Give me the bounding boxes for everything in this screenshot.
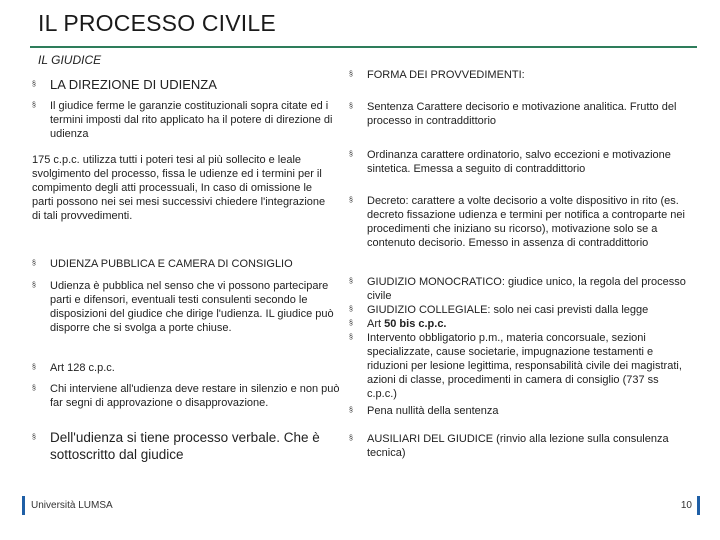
right-item-collegiale-text: GIUDIZIO COLLEGIALE: solo nei casi previsti dalla legge: [367, 304, 649, 316]
right-item-decreto-text: Decreto: carattere a volte decisorio a volte dispositivo in rito (es. decreto fissazione udienza e termini per notifica a controparte nei procedimenti che iniziano su ricorso), motivazione solo se a contenuto decisorio. Emesso in assenza di contraddittorio: [367, 195, 685, 249]
right-heading-forma-text: FORMA DEI PROVVEDIMENTI:: [367, 69, 525, 81]
right-item-decreto: [349, 194, 689, 250]
page-number-bar: [697, 496, 700, 515]
bullet-icon: §: [349, 435, 353, 442]
page-number: 10: [680, 500, 692, 511]
title-divider: [30, 46, 697, 48]
right-item-sentenza: [349, 100, 687, 128]
bullet-icon: §: [349, 320, 353, 327]
bullet-icon: §: [349, 197, 353, 204]
right-item-ordinanza-text: Ordinanza carattere ordinatorio, salvo eccezioni e motivazione sintetica. Emessa a seguito di contraddittorio: [367, 149, 671, 175]
footer-institution: Università LUMSA: [31, 500, 113, 511]
left-item-silenzio-text: Chi interviene all'udienza deve restare in silenzio e non può far segni di approvazione o disapprovazione.: [50, 383, 340, 409]
right-item-nullita: [349, 404, 689, 418]
left-item-garanzie-text: Il giudice ferme le garanzie costituzionali sopra citate ed i termini imposti dal rito applicato ha il potere di direzione di udienza: [50, 100, 333, 140]
right-item-art50bis-bold: 50 bis c.p.c.: [384, 318, 447, 330]
bullet-icon: §: [32, 81, 36, 88]
left-item-art128: [32, 361, 350, 375]
bullet-icon: §: [32, 434, 36, 441]
left-item-verbale: [32, 429, 355, 463]
right-item-ausiliari: [349, 432, 689, 460]
left-heading-direzione-text: LA DIREZIONE DI UDIENZA: [50, 77, 217, 92]
bullet-icon: §: [349, 407, 353, 414]
left-heading-udienza-text: UDIENZA PUBBLICA E CAMERA DI CONSIGLIO: [50, 258, 293, 270]
left-paragraph-175: 175 c.p.c. utilizza tutti i poteri tesi al più sollecito e leale svolgimento del processo, fissa le udienze ed i termini per il compimento degli atti processuali, In caso di omissione le parti possono nei sei mesi successivi chiedere l'integrazione di tali provvedimenti.: [32, 154, 326, 222]
right-item-monocratico-text: GIUDIZIO MONOCRATICO: giudice unico, la regola del processo civile: [367, 276, 686, 302]
bullet-icon: §: [32, 260, 36, 267]
bullet-icon: §: [349, 103, 353, 110]
left-heading-udienza: [32, 257, 350, 271]
bullet-icon: §: [32, 385, 36, 392]
footer-accent-bar: [22, 496, 25, 515]
left-item-pubblica: [32, 279, 352, 335]
left-item-art128-text: Art 128 c.p.c.: [50, 362, 115, 374]
right-item-intervento-pm-text: Intervento obbligatorio p.m., materia concorsuale, sezioni specializzate, cause societarie, impugnazione testamenti e riduzioni per lesione legittima, responsabilità civile dei magistrati, azioni di classe, procedimenti in camera di consiglio (737 ss c.p.c.): [367, 332, 682, 400]
right-item-sentenza-text: Sentenza Carattere decisorio e motivazione analitica. Frutto del processo in contraddittorio: [367, 101, 677, 127]
left-item-garanzie: [32, 99, 352, 141]
right-item-art50bis: [349, 317, 689, 331]
right-item-nullita-text: Pena nullità della sentenza: [367, 405, 499, 417]
right-item-ausiliari-text: AUSILIARI DEL GIUDICE (rinvio alla lezione sulla consulenza tecnica): [367, 433, 669, 459]
left-item-silenzio: [32, 382, 350, 410]
bullet-icon: §: [349, 71, 353, 78]
right-item-intervento-pm: [349, 331, 689, 401]
bullet-icon: §: [349, 334, 353, 341]
right-heading-forma: [349, 68, 697, 82]
right-item-monocratico: [349, 275, 689, 303]
left-heading-direzione: [32, 77, 350, 93]
right-item-collegiale: [349, 303, 697, 317]
right-item-art50bis-prefix: Art: [367, 318, 385, 330]
left-item-verbale-text: Dell'udienza si tiene processo verbale. Che è sottoscritto dal giudice: [50, 430, 320, 462]
bullet-icon: §: [32, 282, 36, 289]
slide-subtitle: IL GIUDICE: [38, 53, 102, 67]
bullet-icon: §: [32, 364, 36, 371]
bullet-icon: §: [349, 306, 353, 313]
left-item-pubblica-text: Udienza è pubblica nel senso che vi possono partecipare parti e difensori, eventuali testi consulenti secondo le disposizioni del giudice che dirige l'udienza. IL giudice può disporre che si svolga a porte chiuse.: [50, 280, 334, 334]
slide-title: IL PROCESSO CIVILE: [38, 10, 276, 36]
right-item-ordinanza: [349, 148, 687, 176]
bullet-icon: §: [349, 151, 353, 158]
bullet-icon: §: [32, 102, 36, 109]
bullet-icon: §: [349, 278, 353, 285]
